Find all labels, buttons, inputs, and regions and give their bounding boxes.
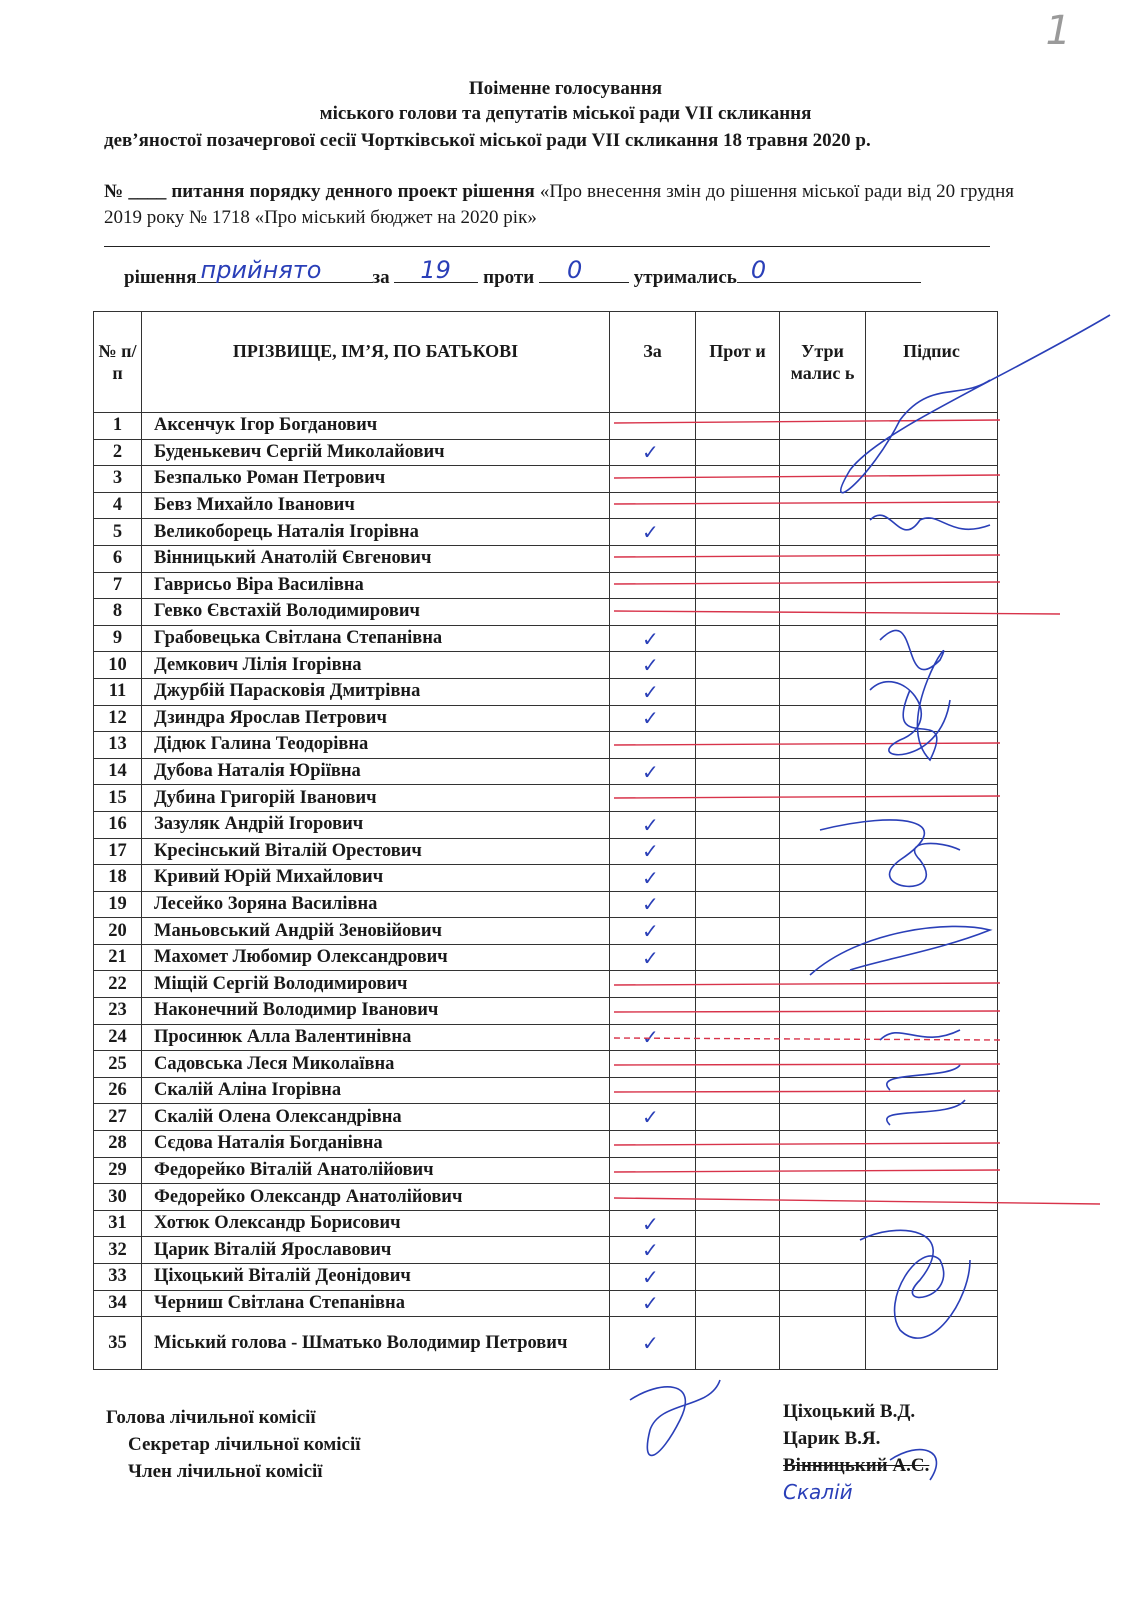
row-name: Зазуляк Андрій Ігорович <box>142 811 610 838</box>
row-vote-against <box>696 519 780 546</box>
vote-table <box>93 311 998 1370</box>
row-vote-abstain <box>780 705 866 732</box>
table-row <box>94 466 998 493</box>
row-vote-abstain <box>780 1077 866 1104</box>
row-name: Скалій Олена Олександрівна <box>142 1104 610 1131</box>
row-signature <box>866 891 998 918</box>
row-vote-abstain <box>780 758 866 785</box>
row-vote-for: ✓ <box>610 838 696 865</box>
row-vote-abstain <box>780 492 866 519</box>
counting-commission-names <box>783 1398 929 1506</box>
row-vote-for <box>610 413 696 440</box>
row-name: Махомет Любомир Олександрович <box>142 944 610 971</box>
row-vote-abstain <box>780 865 866 892</box>
row-number: 32 <box>94 1237 142 1264</box>
row-vote-for <box>610 1131 696 1158</box>
row-vote-abstain <box>780 1290 866 1317</box>
row-number: 22 <box>94 971 142 998</box>
decision-line <box>124 256 921 289</box>
row-number: 12 <box>94 705 142 732</box>
row-signature <box>866 572 998 599</box>
page-title: Поіменне голосування <box>468 78 663 99</box>
row-vote-against <box>696 678 780 705</box>
row-vote-abstain <box>780 413 866 440</box>
row-signature <box>866 865 998 892</box>
row-number: 26 <box>94 1077 142 1104</box>
table-row <box>94 838 998 865</box>
row-vote-against <box>696 439 780 466</box>
row-number: 18 <box>94 865 142 892</box>
row-name: Грабовецька Світлана Степанівна <box>142 625 610 652</box>
row-number: 28 <box>94 1131 142 1158</box>
row-vote-against <box>696 652 780 679</box>
row-name: Маньовський Андрій Зеновійович <box>142 918 610 945</box>
table-row <box>94 891 998 918</box>
row-signature <box>866 1290 998 1317</box>
row-vote-abstain <box>780 1024 866 1051</box>
row-signature <box>866 971 998 998</box>
row-signature <box>866 1157 998 1184</box>
row-vote-for: ✓ <box>610 1237 696 1264</box>
table-row <box>94 1131 998 1158</box>
agenda-item <box>104 179 1014 231</box>
row-vote-for <box>610 785 696 812</box>
row-number: 10 <box>94 652 142 679</box>
row-number: 33 <box>94 1264 142 1291</box>
table-row <box>94 705 998 732</box>
row-vote-for <box>610 1157 696 1184</box>
row-signature <box>866 492 998 519</box>
row-number: 20 <box>94 918 142 945</box>
row-vote-against <box>696 1184 780 1211</box>
table-row <box>94 492 998 519</box>
row-signature <box>866 439 998 466</box>
row-name: Гаврисьо Віра Василівна <box>142 572 610 599</box>
row-number: 6 <box>94 545 142 572</box>
table-row <box>94 998 998 1025</box>
row-number: 1 <box>94 413 142 440</box>
row-name: Демкович Лілія Ігорівна <box>142 652 610 679</box>
row-number: 11 <box>94 678 142 705</box>
row-name: Наконечний Володимир Іванович <box>142 998 610 1025</box>
table-row <box>94 1210 998 1237</box>
row-number: 15 <box>94 785 142 812</box>
row-number: 3 <box>94 466 142 493</box>
row-vote-for: ✓ <box>610 1024 696 1051</box>
row-vote-against <box>696 998 780 1025</box>
row-signature <box>866 1317 998 1370</box>
row-number: 14 <box>94 758 142 785</box>
row-name: Бевз Михайло Іванович <box>142 492 610 519</box>
row-vote-abstain <box>780 652 866 679</box>
table-row <box>94 1264 998 1291</box>
row-signature <box>866 1237 998 1264</box>
col-num-header: № п/п <box>94 312 142 413</box>
table-header-row <box>94 312 998 413</box>
row-vote-against <box>696 732 780 759</box>
row-name: Гевко Євстахій Володимирович <box>142 599 610 626</box>
row-vote-abstain <box>780 1264 866 1291</box>
row-vote-against <box>696 1104 780 1131</box>
row-name: Сєдова Наталія Богданівна <box>142 1131 610 1158</box>
row-vote-for: ✓ <box>610 652 696 679</box>
row-signature <box>866 678 998 705</box>
row-number: 19 <box>94 891 142 918</box>
row-vote-for <box>610 599 696 626</box>
col-signature-header: Підпис <box>866 312 998 413</box>
session-line: дев’яностої позачергової сесії Чортківської міської ради VII скликання 18 травня 2020 р. <box>104 130 871 151</box>
row-number: 31 <box>94 1210 142 1237</box>
row-vote-against <box>696 1237 780 1264</box>
row-number: 34 <box>94 1290 142 1317</box>
row-vote-for <box>610 1077 696 1104</box>
row-vote-for: ✓ <box>610 811 696 838</box>
row-vote-abstain <box>780 1317 866 1370</box>
row-name: Дідюк Галина Теодорівна <box>142 732 610 759</box>
row-vote-abstain <box>780 599 866 626</box>
row-vote-for: ✓ <box>610 678 696 705</box>
row-vote-against <box>696 1317 780 1370</box>
row-vote-against <box>696 918 780 945</box>
table-row <box>94 785 998 812</box>
table-row <box>94 652 998 679</box>
row-vote-for: ✓ <box>610 1317 696 1370</box>
row-vote-for: ✓ <box>610 1290 696 1317</box>
row-signature <box>866 519 998 546</box>
signature-mark <box>630 1380 720 1455</box>
row-vote-against <box>696 599 780 626</box>
row-name: Дубова Наталія Юріївна <box>142 758 610 785</box>
row-signature <box>866 811 998 838</box>
row-name: Аксенчук Ігор Богданович <box>142 413 610 440</box>
row-vote-abstain <box>780 1157 866 1184</box>
commission-member-name-struck: Вінницький А.С. <box>783 1455 930 1476</box>
table-row <box>94 1051 998 1078</box>
row-number: 21 <box>94 944 142 971</box>
row-vote-against <box>696 492 780 519</box>
row-vote-against <box>696 1210 780 1237</box>
row-vote-abstain <box>780 785 866 812</box>
row-vote-abstain <box>780 466 866 493</box>
row-vote-against <box>696 891 780 918</box>
row-signature <box>866 1131 998 1158</box>
table-row <box>94 625 998 652</box>
against-label: проти <box>483 267 535 288</box>
commission-chair-name: Ціхоцький В.Д. <box>783 1401 916 1422</box>
row-vote-for: ✓ <box>610 1104 696 1131</box>
row-vote-abstain <box>780 1051 866 1078</box>
row-signature <box>866 918 998 945</box>
row-signature <box>866 758 998 785</box>
row-vote-for: ✓ <box>610 1210 696 1237</box>
row-name: Міський голова - Шматько Володимир Петрович <box>142 1317 610 1370</box>
row-name: Буденькевич Сергій Миколайович <box>142 439 610 466</box>
row-vote-for: ✓ <box>610 918 696 945</box>
table-row <box>94 1290 998 1317</box>
table-row <box>94 599 998 626</box>
agenda-item-text: «Про внесення змін до рішення міської ради від 20 грудня 2019 року № 1718 «Про міський бюджет на 2020 рік» <box>104 181 1015 228</box>
row-vote-for <box>610 466 696 493</box>
row-vote-for <box>610 492 696 519</box>
counting-commission-roles <box>106 1404 361 1485</box>
row-vote-for: ✓ <box>610 439 696 466</box>
commission-member-label: Член лічильної комісії <box>128 1461 323 1482</box>
table-row <box>94 572 998 599</box>
table-row <box>94 413 998 440</box>
row-vote-against <box>696 865 780 892</box>
against-count: 0 <box>566 256 583 284</box>
row-signature <box>866 732 998 759</box>
row-vote-for: ✓ <box>610 705 696 732</box>
table-row <box>94 545 998 572</box>
row-name: Великоборець Наталія Ігорівна <box>142 519 610 546</box>
row-name: Федорейко Олександр Анатолійович <box>142 1184 610 1211</box>
col-against-header: Прот и <box>696 312 780 413</box>
row-vote-against <box>696 1290 780 1317</box>
for-count: 19 <box>420 256 451 284</box>
row-signature <box>866 652 998 679</box>
row-vote-abstain <box>780 439 866 466</box>
decision-label: рішення <box>124 267 197 288</box>
table-row <box>94 1104 998 1131</box>
row-name: Федорейко Віталій Анатолійович <box>142 1157 610 1184</box>
row-vote-abstain <box>780 1237 866 1264</box>
row-vote-abstain <box>780 1131 866 1158</box>
row-vote-abstain <box>780 732 866 759</box>
table-row <box>94 439 998 466</box>
row-vote-against <box>696 758 780 785</box>
row-vote-for <box>610 998 696 1025</box>
row-name: Кресінський Віталій Орестович <box>142 838 610 865</box>
row-vote-against <box>696 1024 780 1051</box>
row-number: 9 <box>94 625 142 652</box>
row-name: Ціхоцький Віталій Деонідович <box>142 1264 610 1291</box>
row-vote-against <box>696 705 780 732</box>
row-number: 7 <box>94 572 142 599</box>
page-subtitle: міського голови та депутатів міської ради VII скликання <box>319 103 812 124</box>
row-name: Царик Віталій Ярославович <box>142 1237 610 1264</box>
row-name: Кривий Юрій Михайлович <box>142 865 610 892</box>
row-signature <box>866 1184 998 1211</box>
row-vote-for: ✓ <box>610 891 696 918</box>
row-vote-abstain <box>780 918 866 945</box>
abstain-count-field <box>737 256 921 284</box>
row-vote-for: ✓ <box>610 865 696 892</box>
row-signature <box>866 545 998 572</box>
row-vote-for: ✓ <box>610 1264 696 1291</box>
row-signature <box>866 998 998 1025</box>
row-signature <box>866 599 998 626</box>
row-vote-against <box>696 1131 780 1158</box>
row-number: 24 <box>94 1024 142 1051</box>
table-row <box>94 944 998 971</box>
table-row <box>94 678 998 705</box>
row-name: Вінницький Анатолій Євгенович <box>142 545 610 572</box>
row-vote-against <box>696 1157 780 1184</box>
divider <box>104 246 990 247</box>
table-row <box>94 918 998 945</box>
row-number: 35 <box>94 1317 142 1370</box>
col-for-header: За <box>610 312 696 413</box>
commission-secretary-name: Царик В.Я. <box>783 1428 881 1449</box>
row-name: Черниш Світлана Степанівна <box>142 1290 610 1317</box>
decision-result: прийнято <box>200 256 322 284</box>
table-row <box>94 1317 998 1370</box>
decision-result-field <box>197 256 373 284</box>
row-signature <box>866 1210 998 1237</box>
row-name: Дзиндра Ярослав Петрович <box>142 705 610 732</box>
row-vote-abstain <box>780 838 866 865</box>
row-signature <box>866 413 998 440</box>
row-vote-for: ✓ <box>610 758 696 785</box>
row-name: Дубина Григорій Іванович <box>142 785 610 812</box>
row-signature <box>866 1051 998 1078</box>
row-vote-against <box>696 1264 780 1291</box>
row-name: Просинюк Алла Валентинівна <box>142 1024 610 1051</box>
row-vote-abstain <box>780 944 866 971</box>
table-row <box>94 811 998 838</box>
row-vote-abstain <box>780 1184 866 1211</box>
row-vote-against <box>696 785 780 812</box>
row-vote-against <box>696 625 780 652</box>
row-name: Хотюк Олександр Борисович <box>142 1210 610 1237</box>
row-signature <box>866 1077 998 1104</box>
against-count-field <box>539 256 629 284</box>
row-number: 5 <box>94 519 142 546</box>
row-vote-for <box>610 1051 696 1078</box>
row-vote-abstain <box>780 678 866 705</box>
row-number: 2 <box>94 439 142 466</box>
row-vote-abstain <box>780 998 866 1025</box>
row-signature <box>866 944 998 971</box>
row-number: 4 <box>94 492 142 519</box>
agenda-item-prefix: № ____ питання порядку денного проект рішення <box>104 181 535 202</box>
row-vote-against <box>696 1077 780 1104</box>
row-vote-for: ✓ <box>610 944 696 971</box>
row-signature <box>866 838 998 865</box>
row-vote-against <box>696 1051 780 1078</box>
row-vote-abstain <box>780 519 866 546</box>
row-vote-abstain <box>780 572 866 599</box>
row-vote-for: ✓ <box>610 625 696 652</box>
row-signature <box>866 466 998 493</box>
row-vote-for <box>610 572 696 599</box>
row-number: 23 <box>94 998 142 1025</box>
row-vote-against <box>696 944 780 971</box>
row-name: Безпалько Роман Петрович <box>142 466 610 493</box>
row-number: 16 <box>94 811 142 838</box>
col-abstain-header: Утри малис ь <box>780 312 866 413</box>
abstain-label: утримались <box>633 267 737 288</box>
row-signature <box>866 1104 998 1131</box>
table-row <box>94 758 998 785</box>
row-name: Міщій Сергій Володимирович <box>142 971 610 998</box>
row-vote-against <box>696 545 780 572</box>
row-vote-abstain <box>780 811 866 838</box>
table-row <box>94 519 998 546</box>
row-vote-against <box>696 838 780 865</box>
row-vote-abstain <box>780 1210 866 1237</box>
row-number: 8 <box>94 599 142 626</box>
table-row <box>94 1184 998 1211</box>
table-row <box>94 732 998 759</box>
row-name: Скалій Аліна Ігорівна <box>142 1077 610 1104</box>
commission-member-name-handwritten: Скалій <box>783 1480 853 1504</box>
table-row <box>94 1024 998 1051</box>
row-vote-abstain <box>780 971 866 998</box>
row-vote-for <box>610 732 696 759</box>
page-number: 1 <box>1045 8 1071 54</box>
row-number: 17 <box>94 838 142 865</box>
row-vote-for <box>610 545 696 572</box>
commission-chair-label: Голова лічильної комісії <box>106 1407 316 1428</box>
row-number: 27 <box>94 1104 142 1131</box>
row-signature <box>866 625 998 652</box>
row-number: 30 <box>94 1184 142 1211</box>
row-signature <box>866 785 998 812</box>
row-vote-for: ✓ <box>610 519 696 546</box>
col-name-header: ПРІЗВИЩЕ, ІМ’Я, ПО БАТЬКОВІ <box>142 312 610 413</box>
row-signature <box>866 705 998 732</box>
row-vote-against <box>696 811 780 838</box>
row-vote-abstain <box>780 625 866 652</box>
row-signature <box>866 1264 998 1291</box>
row-vote-against <box>696 971 780 998</box>
table-row <box>94 1157 998 1184</box>
abstain-count: 0 <box>750 256 767 284</box>
table-row <box>94 865 998 892</box>
row-vote-for <box>610 971 696 998</box>
row-name: Лесейко Зоряна Василівна <box>142 891 610 918</box>
row-name: Садовська Леся Миколаївна <box>142 1051 610 1078</box>
row-number: 29 <box>94 1157 142 1184</box>
row-signature <box>866 1024 998 1051</box>
for-label: за <box>372 267 390 288</box>
commission-secretary-label: Секретар лічильної комісії <box>128 1434 361 1455</box>
row-vote-against <box>696 466 780 493</box>
row-number: 25 <box>94 1051 142 1078</box>
table-row <box>94 1077 998 1104</box>
row-name: Джурбій Парасковія Дмитрівна <box>142 678 610 705</box>
row-vote-against <box>696 413 780 440</box>
row-vote-for <box>610 1184 696 1211</box>
table-row <box>94 971 998 998</box>
table-row <box>94 1237 998 1264</box>
row-vote-abstain <box>780 545 866 572</box>
for-count-field <box>394 256 478 284</box>
row-vote-against <box>696 572 780 599</box>
row-vote-abstain <box>780 1104 866 1131</box>
row-vote-abstain <box>780 891 866 918</box>
row-number: 13 <box>94 732 142 759</box>
